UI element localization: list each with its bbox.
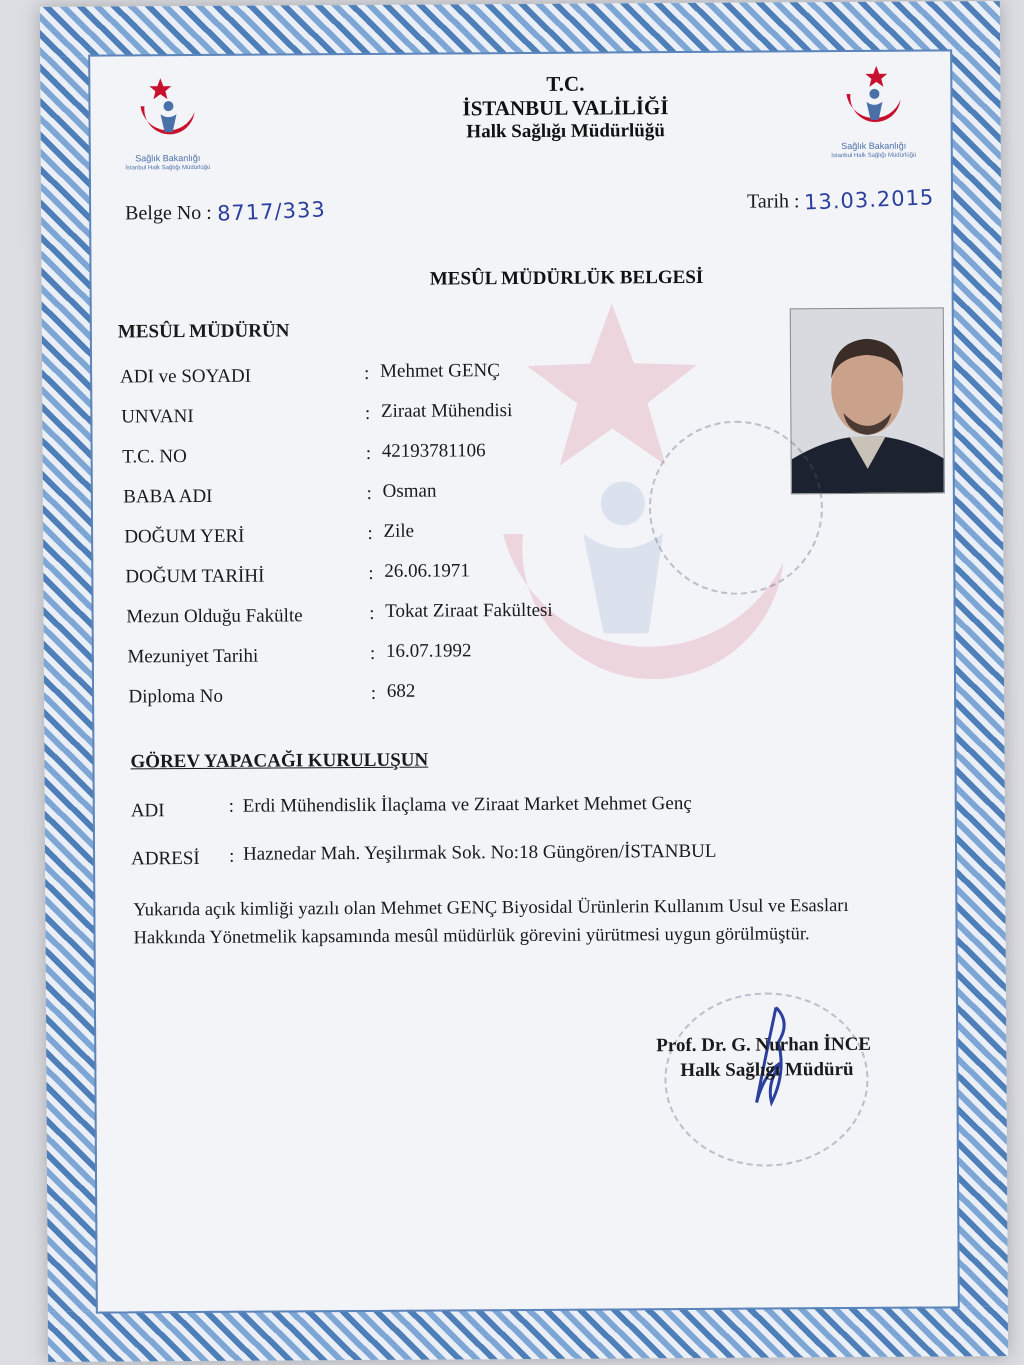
org-address-colon: : [228, 845, 235, 867]
portrait-icon [791, 308, 944, 493]
approval-text-line1: Yukarıda açık kimliği yazılı olan Mehmet GENÇ Biyosidal Ürünlerin Kullanım Usul ve Esasları [133, 896, 849, 921]
field-value: Osman [382, 480, 437, 502]
org-name-colon: : [228, 795, 235, 817]
field-colon: : [370, 682, 377, 704]
belge-no-label: Belge No : [125, 201, 212, 225]
field-value: Ziraat Mühendisi [380, 400, 513, 422]
field-value: Tokat Ziraat Fakültesi [385, 599, 553, 622]
tarih-value: 13.03.2015 [804, 185, 936, 215]
field-value: Mehmet GENÇ [380, 360, 500, 382]
field-colon: : [365, 442, 372, 464]
field-label: Diploma No [128, 685, 224, 708]
field-label: DOĞUM TARİHİ [125, 565, 265, 588]
field-value: 26.06.1971 [384, 560, 470, 582]
crescent-star-icon [838, 64, 908, 136]
field-colon: : [367, 522, 373, 544]
logo-subcaption: İstanbul Halk Sağlığı Müdürlüğü [831, 152, 917, 160]
org-address-value: Haznedar Mah. Yeşilırmak Sok. No:18 Güngören/İSTANBUL [242, 840, 717, 865]
approval-text-line2: Hakkında Yönetmelik kapsamında mesûl müdürlük görevini yürütmesi uygun görülmüştür. [133, 924, 810, 949]
field-colon: : [369, 602, 375, 624]
field-colon: : [366, 482, 372, 504]
field-label: ADI ve SOYADI [120, 365, 252, 388]
official-stamp [648, 420, 823, 595]
logo-subcaption: İstanbul Halk Sağlığı Müdürlüğü [125, 164, 211, 172]
ministry-logo-left [122, 76, 213, 187]
belge-no [125, 199, 325, 225]
field-value: 42193781106 [381, 440, 486, 462]
field-colon: : [368, 562, 374, 584]
crescent-star-icon [132, 76, 202, 148]
tarih-label: Tarih : [747, 190, 800, 213]
field-colon: : [369, 642, 376, 664]
field-colon: : [364, 402, 371, 424]
certificate-sheet [40, 1, 1008, 1362]
field-label: DOĞUM YERİ [124, 525, 245, 548]
field-label: T.C. NO [122, 446, 187, 468]
logo-caption: Sağlık Bakanlığı [135, 152, 201, 164]
field-value: Zile [383, 520, 415, 542]
org-name-value: Erdi Mühendislik İlaçlama ve Ziraat Market Mehmet Genç [242, 792, 692, 817]
header-mudurluk: Halk Sağlığı Müdürlüğü [466, 120, 665, 143]
section-kurulus: GÖREV YAPACAĞI KURULUŞUN [130, 749, 429, 773]
field-value: 16.07.1992 [385, 640, 472, 662]
field-value: 682 [386, 680, 416, 702]
field-colon: : [364, 362, 370, 384]
field-label: BABA ADI [123, 485, 213, 508]
field-label: UNVANI [121, 406, 194, 428]
signature-mark-icon [736, 1002, 807, 1112]
field-label: Mezuniyet Tarihi [127, 645, 259, 668]
signatory-title: Halk Sağlığı Müdürü [680, 1058, 854, 1082]
ministry-logo-right [828, 64, 919, 175]
signatory-name: Prof. Dr. G. Nurhan İNCE [656, 1033, 872, 1057]
section-mesul-muduru: MESÛL MÜDÜRÜN [117, 320, 290, 343]
field-label: Mezun Olduğu Fakülte [126, 605, 303, 628]
org-address-label: ADRESİ [131, 847, 200, 870]
document-title: MESÛL MÜDÜRLÜK BELGESİ [429, 266, 704, 290]
header-tc: T.C. [546, 71, 585, 96]
logo-caption: Sağlık Bakanlığı [841, 140, 907, 152]
org-name-label: ADI [130, 800, 165, 822]
tarih [747, 187, 935, 213]
belge-no-value: 8717/333 [216, 197, 326, 226]
header-valilik: İSTANBUL VALİLİĞİ [462, 95, 669, 121]
